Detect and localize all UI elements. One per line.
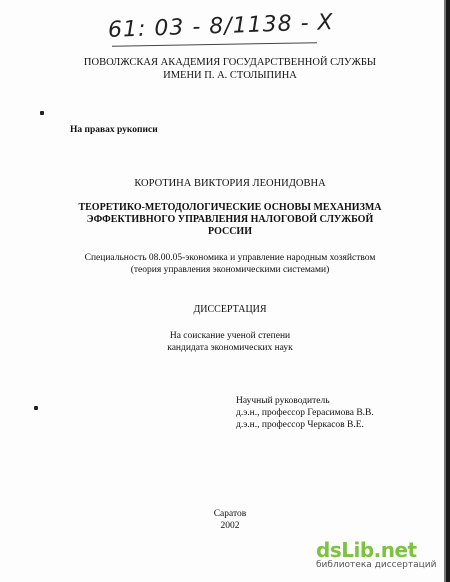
specialty [30, 252, 430, 276]
handwritten-code: 61: 03 - 8/1138 - X [107, 10, 335, 43]
author-name: КОРОТИНА ВИКТОРИЯ ЛЕОНИДОВНА [134, 178, 326, 189]
adviser-person-1: д.э.н., профессор Герасимова В.В. [236, 408, 374, 418]
institution-name [30, 56, 430, 82]
specialty-line-2: (теория управления экономическими системами) [130, 265, 330, 275]
institution-line-2: ИМЕНИ П. А. СТОЛЫПИНА [163, 70, 297, 81]
rights-note: На правах рукописи [70, 125, 158, 135]
adviser-person-2: д.э.н., профессор Черкасов В.Е. [236, 420, 364, 430]
degree-line-2: кандидата экономических наук [167, 343, 293, 353]
handwritten-underline [112, 42, 317, 47]
year: 2002 [220, 521, 240, 531]
title-line-3: РОССИИ [208, 226, 252, 237]
adviser-label: Научный руководитель [236, 396, 330, 406]
scan-edge [446, 0, 450, 582]
city: Саратов [213, 509, 247, 519]
scientific-adviser [236, 395, 374, 431]
punch-mark [40, 111, 44, 115]
degree-line-1: На соискание ученой степени [169, 331, 291, 341]
title-line-2: ЭФФЕКТИВНОГО УПРАВЛЕНИЯ НАЛОГОВОЙ СЛУЖБОЙ [86, 214, 374, 225]
institution-line-1: ПОВОЛЖСКАЯ АКАДЕМИЯ ГОСУДАРСТВЕННОЙ СЛУЖБЫ [83, 57, 377, 68]
dissertation-title [30, 202, 430, 238]
watermark-sub: библиотека диссертаций [316, 560, 437, 570]
title-line-1: ТЕОРЕТИКО-МЕТОДОЛОГИЧЕСКИЕ ОСНОВЫ МЕХАНИЗМА [78, 202, 382, 213]
degree-sought [30, 330, 430, 354]
specialty-line-1: Специальность 08.00.05-экономика и управление народным хозяйством [84, 253, 376, 263]
place-and-year [30, 508, 430, 532]
punch-mark [34, 406, 38, 410]
dslib-watermark-logo [316, 538, 446, 578]
document-type: ДИССЕРТАЦИЯ [193, 304, 267, 315]
watermark-main: dsLib.net [316, 538, 417, 562]
